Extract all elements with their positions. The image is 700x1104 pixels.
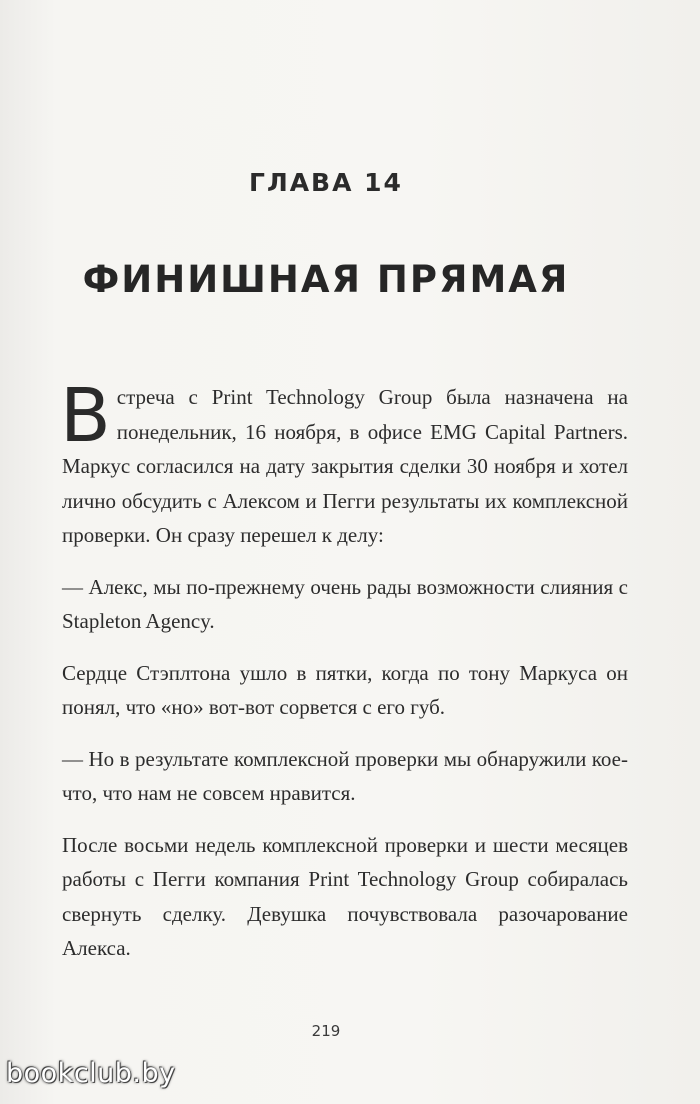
chapter-label: ГЛАВА 14 <box>249 168 403 197</box>
drop-cap: В <box>60 373 111 459</box>
page-number: 219 <box>311 1022 341 1040</box>
chapter-title: ФИНИШНАЯ ПРЯМАЯ <box>82 258 570 301</box>
paragraph-1-text: стреча с Print Technology Group была назначена на понедельник, 16 ноября, в офисе EMG Capital Partners. Маркус согласился на дату закрытия сделки 30 ноября и хотел лично обсудить с Алексом и Пегги результаты их комплексной проверки. Он сразу перешел к делу: <box>62 385 628 547</box>
paragraph-1 <box>60 373 628 553</box>
paragraph-2: — Алекс, мы по-прежнему очень рады возможности слияния с Stapleton Agency. <box>62 574 628 633</box>
chapter-body <box>60 373 628 983</box>
paragraph-5: После восьми недель комплексной проверки и шести месяцев работы с Пегги компания Print Technology Group собиралась свернуть сделку. Девушка почувствовала разочарование Алекса. <box>62 832 628 960</box>
paragraph-3: Сердце Стэплтона ушло в пятки, когда по тону Маркуса он понял, что «но» вот-вот сорвется с его губ. <box>62 660 628 719</box>
watermark-logo: bookclub.by <box>6 1058 176 1089</box>
paragraph-4: — Но в результате комплексной проверки мы обнаружили кое-что, что нам не совсем нравится. <box>62 746 628 805</box>
